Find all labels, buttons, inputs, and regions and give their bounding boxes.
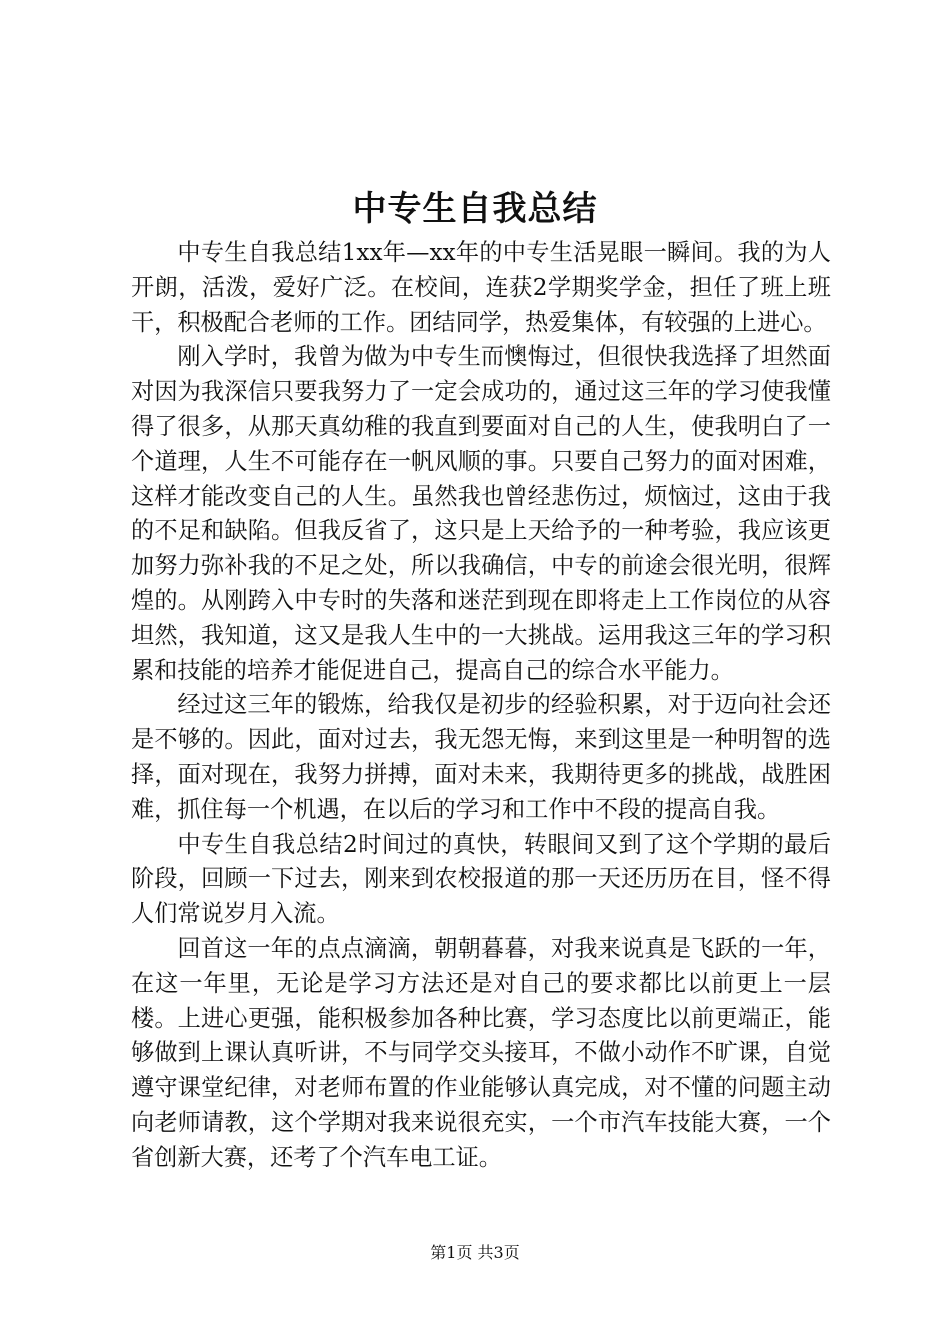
paragraph: 回首这一年的点点滴滴，朝朝暮暮，对我来说真是飞跃的一年，在这一年里，无论是学习方法还是对自己的要求都比以前更上一层楼。上进心更强，能积极参加各种比赛，学习态度比以前更端正，能够做到上课认真听讲，不与同学交头接耳，不做小动作不旷课，自觉遵守课堂纪律，对老师布置的作业能够认真完成，对不懂的问题主动向老师请教，这个学期对我来说很充实，一个市汽车技能大赛，一个省创新大赛，还考了个汽车电工证。	[131, 934, 831, 1171]
paragraph: 中专生自我总结1xx年—xx年的中专生活晃眼一瞬间。我的为人开朗，活泼，爱好广泛。在校间，连获2学期奖学金，担任了班上班干，积极配合老师的工作。团结同学，热爱集体，有较强的上进心。	[131, 239, 831, 336]
paragraph: 刚入学时，我曾为做为中专生而懊悔过，但很快我选择了坦然面对因为我深信只要我努力了一定会成功的，通过这三年的学习使我懂得了很多，从那天真幼稚的我直到要面对自己的人生，使我明白了一个道理，人生不可能存在一帆风顺的事。只要自己努力的面对困难，这样才能改变自己的人生。虽然我也曾经悲伤过，烦恼过，这由于我的不足和缺陷。但我反省了，这只是上天给予的一种考验，我应该更加努力弥补我的不足之处，所以我确信，中专的前途会很光明，很辉煌的。从刚跨入中专时的失落和迷茫到现在即将走上工作岗位的从容坦然，我知道，这又是我人生中的一大挑战。运用我这三年的学习积累和技能的培养才能促进自己，提高自己的综合水平能力。	[131, 343, 831, 684]
paragraph: 中专生自我总结2时间过的真快，转眼间又到了这个学期的最后阶段，回顾一下过去，刚来到农校报道的那一天还历历在目，怪不得人们常说岁月入流。	[131, 830, 831, 928]
document-body	[131, 236, 831, 1176]
document-title: 中专生自我总结	[352, 189, 598, 229]
page-footer: 第1页 共3页	[430, 1243, 520, 1262]
paragraph: 经过这三年的锻炼，给我仅是初步的经验积累，对于迈向社会还是不够的。因此，面对过去，我无怨无悔，来到这里是一种明智的选择，面对现在，我努力拼搏，面对未来，我期待更多的挑战，战胜困难，抓住每一个机遇，在以后的学习和工作中不段的提高自我。	[131, 691, 831, 823]
